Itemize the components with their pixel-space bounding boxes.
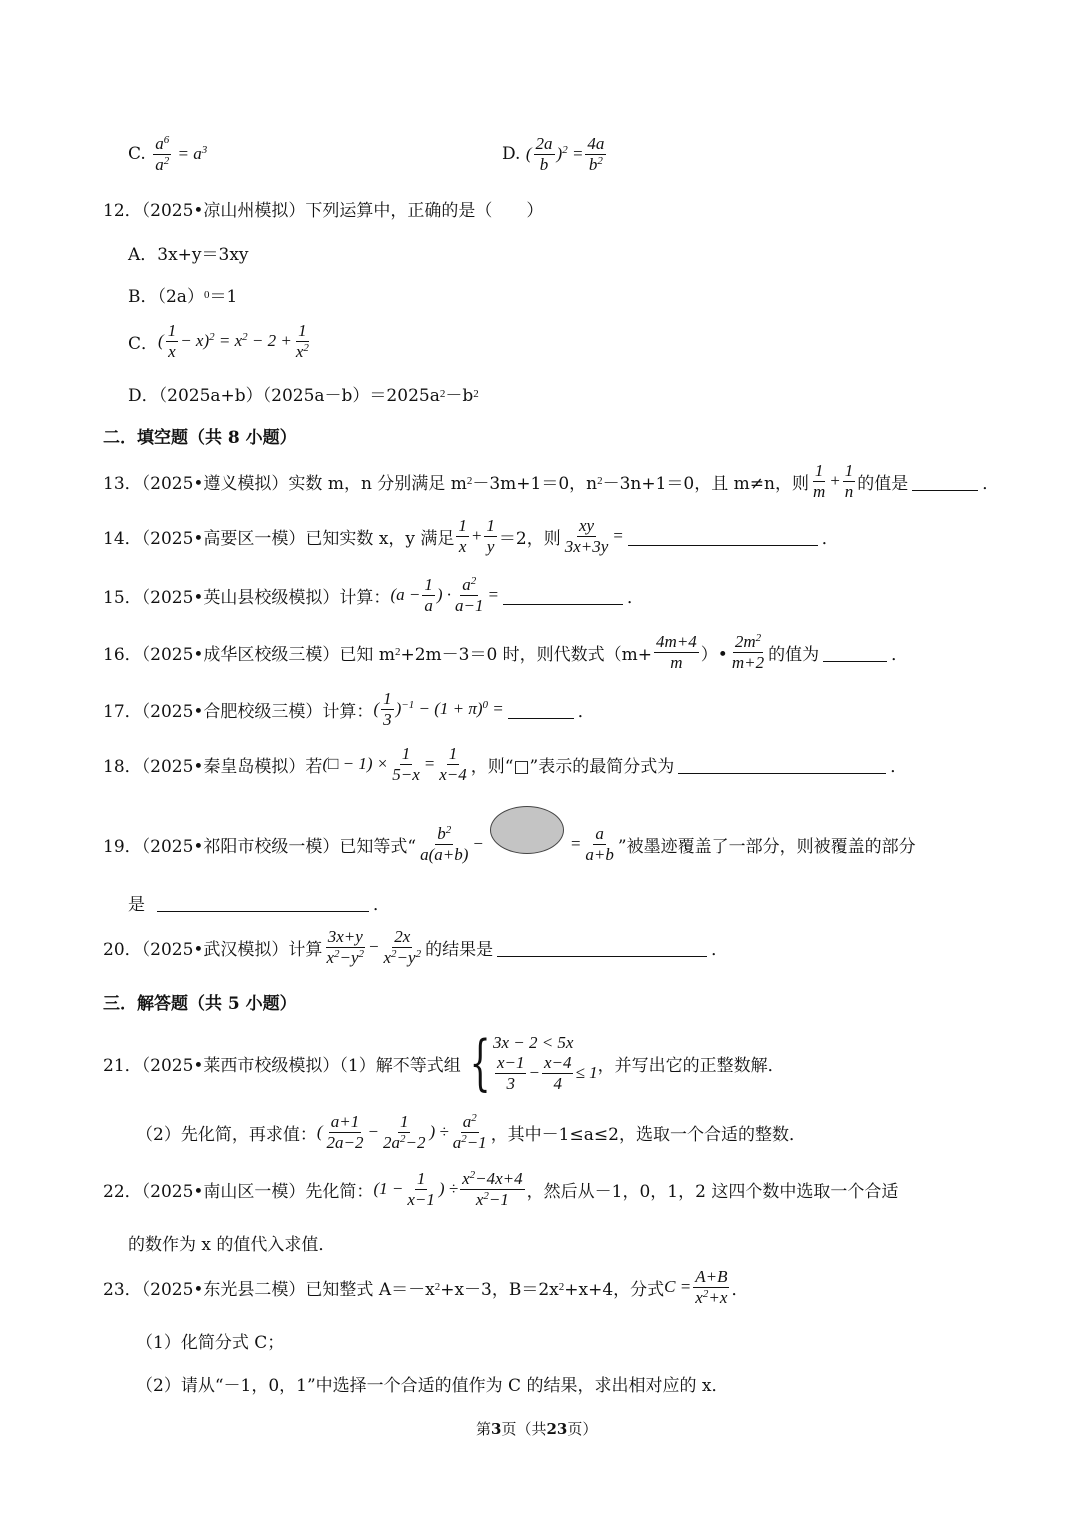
question-21: 21．（2025•莱西市校级模拟）（1）解不等式组 { 3x − 2 < 5x $\frac{x-1}{3}$ − $\frac{x-4}{4}$ ≤ 1 ，并写出它的正整数解． — [103, 1028, 785, 1098]
section-3-heading: 三．解答题（共 5 小题） — [103, 994, 297, 1014]
question-22: 22．（2025•南山区一模）先化简： (1 − $\frac{1}{x-1}$ ) ÷ $\frac{x^2-4x+4}{x^2-1}$ ，然后从－1，0，1，2 这四个数中选取一个合适 — [103, 1168, 899, 1209]
question-21-part-2: （2）先化简，再求值： ( $\frac{a+1}{2a-2}$ − $\frac{1}{2a^2-2}$ ) ÷ $\frac{a^2}{a^2-1}$ ，其中－1≤a≤2，选取一个合适的整数． — [136, 1111, 806, 1152]
ink-blot — [490, 806, 564, 854]
answer-blank[interactable] — [497, 938, 707, 957]
answer-blank[interactable] — [503, 586, 623, 605]
question-15: 15．（2025•英山县校级模拟）计算： (a − $\frac{1}{a}$ ) · $\frac{a^2}{a-1}$ = ． — [103, 574, 644, 615]
question-17: 17．（2025•合肥校级三模）计算： ( $\frac{1}{3}$ )$^{-1} - (1 + \pi)^0$ = ． — [103, 689, 595, 729]
question-13: 13．（2025•遵义模拟）实数 m，n 分别满足 m 2 －3m+1＝0，n 2 －3n+1＝0，且 m≠n，则 $\frac{1}{m}$ + $\frac{1}{n}$ 的值是 ． — [103, 461, 1000, 501]
fraction: $\frac{a^6}{a^2}$ — [155, 133, 170, 174]
question-23-part-2: （2）请从“－1，0，1”中选择一个合适的值作为 C 的结果，求出相对应的 x． — [136, 1376, 729, 1396]
question-20: 20．（2025•武汉模拟）计算 $\frac{3x+y}{x^2-y^2}$ − $\frac{2x}{x^2-y^2}$ 的结果是 ． — [103, 927, 729, 967]
question-23: 23．（2025•东光县二模）已知整式 A＝－x 2 +x－3，B＝2x 2 +x+4，分式 C = $\frac{A+B}{x^2+x}$ ． — [103, 1267, 749, 1307]
answer-blank[interactable] — [157, 893, 369, 912]
answer-blank[interactable] — [508, 700, 574, 719]
question-19-line-2: 是 ． — [128, 895, 390, 915]
question-12-stem: 12．（2025•凉山州模拟）下列运算中，正确的是（ ） — [103, 201, 544, 221]
answer-blank[interactable] — [823, 643, 887, 662]
q12-option-d: D．（2025a+b）（2025a－b）＝2025a 2 －b 2 — [128, 386, 479, 406]
answer-blank[interactable] — [628, 527, 818, 546]
q12-option-a: A．3x+y＝3xy — [128, 245, 249, 265]
answer-blank[interactable] — [912, 472, 978, 491]
question-23-part-1: （1）化简分式 C； — [136, 1333, 285, 1353]
q12-option-b: B．（2a） 0 ＝1 — [128, 287, 238, 307]
question-14: 14．（2025•高要区一模）已知实数 x，y 满足 $\frac{1}{x}$ + $\frac{1}{y}$ ＝2，则 $\frac{xy}{3x+3y}$ = ． — [103, 516, 839, 556]
page-footer: 第 3 页（共 23 页） — [476, 1419, 598, 1438]
section-2-heading: 二．填空题（共 8 小题） — [103, 428, 297, 448]
question-16: 16．（2025•成华区校级三模）已知 m 2 +2m－3＝0 时，则代数式（m+ $\frac{4m+4}{m}$ ）• $\frac{2m^2}{m+2}$ 的值为 ． — [103, 631, 909, 672]
question-22-line-2: 的数作为 x 的值代入求值． — [128, 1235, 336, 1255]
question-19: 19．（2025•祁阳市校级一模）已知等式“ $\frac{b^2}{a(a+b)}$ − = $\frac{a}{a+b}$ ”被墨迹覆盖了一部分，则被覆盖的部分 — [103, 820, 916, 868]
question-18: 18．（2025•秦皇岛模拟）若 (□ − 1) × $\frac{1}{5-x}$ = $\frac{1}{x-4}$ ，则“□”表示的最简分式为 ． — [103, 744, 908, 784]
q11-option-d: D. ( $\frac{2a}{b}$ )$^2$ = $\frac{4a}{b^2}$ — [502, 134, 605, 174]
inequality-system: 3x − 2 < 5x $\frac{x-1}{3}$ − $\frac{x-4}{4}$ ≤ 1 — [492, 1033, 598, 1093]
answer-blank[interactable] — [678, 755, 886, 774]
q12-option-c: C． ( $\frac{1}{x}$ − $x)^2 = x^2 - 2$ + $\frac{1}{x^2}$ — [128, 321, 309, 361]
q11-option-c: C. $\frac{a^6}{a^2}$ = $a^3$ — [128, 133, 208, 174]
